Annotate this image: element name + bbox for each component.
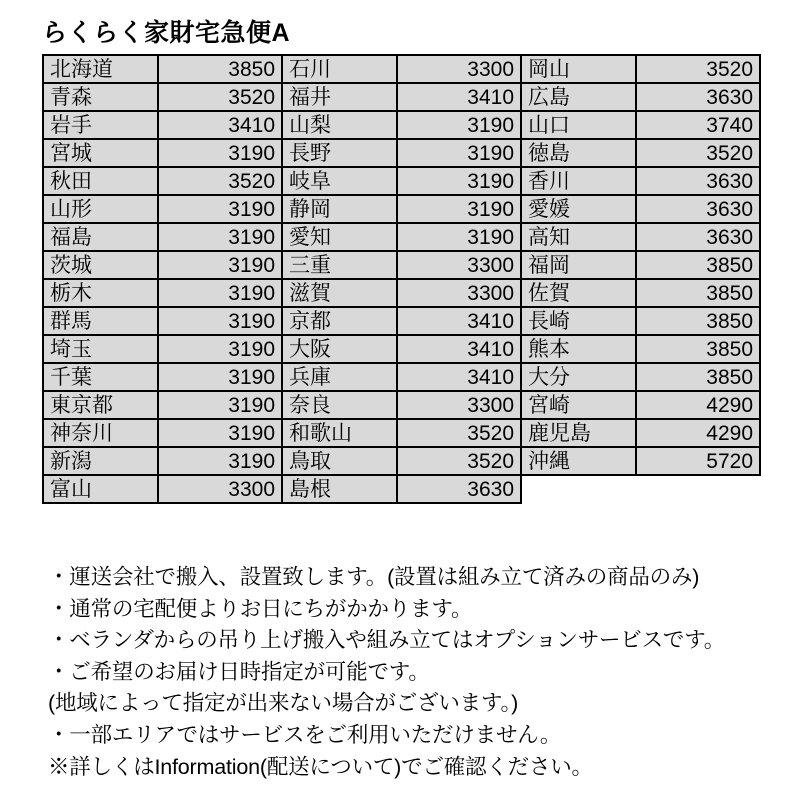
prefecture-cell: 神奈川: [43, 419, 158, 447]
prefecture-cell: 長野: [282, 139, 397, 167]
prefecture-cell: 大阪: [282, 335, 397, 363]
price-cell: 3630: [636, 223, 760, 251]
table-row: [43, 363, 760, 391]
price-cell: 3520: [158, 83, 282, 111]
prefecture-cell: 山口: [521, 111, 636, 139]
empty-cell: [521, 475, 636, 503]
prefecture-cell: 岐阜: [282, 167, 397, 195]
prefecture-cell: 新潟: [43, 447, 158, 475]
prefecture-cell: 福島: [43, 223, 158, 251]
price-cell: 3630: [636, 83, 760, 111]
price-cell: 3300: [397, 391, 521, 419]
price-cell: 3850: [636, 279, 760, 307]
price-cell: 3630: [636, 195, 760, 223]
prefecture-cell: 大分: [521, 363, 636, 391]
prefecture-cell: 奈良: [282, 391, 397, 419]
price-cell: 3300: [158, 475, 282, 503]
prefecture-cell: 岩手: [43, 111, 158, 139]
price-cell: 3410: [397, 307, 521, 335]
prefecture-cell: 兵庫: [282, 363, 397, 391]
prefecture-cell: 鹿児島: [521, 419, 636, 447]
price-cell: 3410: [158, 111, 282, 139]
prefecture-cell: 沖縄: [521, 447, 636, 475]
price-cell: 5720: [636, 447, 760, 475]
price-cell: 3190: [397, 223, 521, 251]
table-body: [43, 55, 760, 503]
prefecture-cell: 山形: [43, 195, 158, 223]
table-row: [43, 307, 760, 335]
price-cell: 3850: [636, 335, 760, 363]
table-row: [43, 223, 760, 251]
price-cell: 3190: [158, 419, 282, 447]
price-cell: 3410: [397, 335, 521, 363]
prefecture-cell: 青森: [43, 83, 158, 111]
price-cell: 3190: [158, 223, 282, 251]
price-cell: 3190: [397, 167, 521, 195]
prefecture-cell: 長崎: [521, 307, 636, 335]
note-item: ・一部エリアではサービスをご利用いただけません。: [48, 722, 562, 747]
price-cell: 3190: [158, 335, 282, 363]
note-item: ・運送会社で搬入、設置致します。(設置は組み立て済みの商品のみ): [48, 565, 700, 589]
prefecture-cell: 香川: [521, 167, 636, 195]
prefecture-cell: 茨城: [43, 251, 158, 279]
empty-cell: [636, 475, 760, 503]
prefecture-cell: 埼玉: [43, 335, 158, 363]
price-cell: 3190: [397, 111, 521, 139]
prefecture-cell: 愛知: [282, 223, 397, 251]
prefecture-cell: 富山: [43, 475, 158, 503]
price-cell: 3520: [636, 139, 760, 167]
note-item: ・ご希望のお届け日時指定が可能です。: [48, 659, 430, 684]
prefecture-cell: 島根: [282, 475, 397, 503]
table-row: [43, 447, 760, 475]
price-cell: 3190: [158, 307, 282, 335]
price-cell: 3740: [636, 111, 760, 139]
price-cell: 4290: [636, 419, 760, 447]
notes-list: [48, 562, 770, 783]
price-cell: 3190: [397, 195, 521, 223]
table-row: [43, 475, 760, 503]
prefecture-cell: 山梨: [282, 111, 397, 139]
prefecture-cell: 静岡: [282, 195, 397, 223]
table-row: [43, 55, 760, 83]
prefecture-cell: 広島: [521, 83, 636, 111]
price-cell: 3520: [158, 167, 282, 195]
table-row: [43, 195, 760, 223]
prefecture-cell: 秋田: [43, 167, 158, 195]
price-cell: 3190: [158, 447, 282, 475]
note-item: (地域によって指定が出来ない場合がございます。): [48, 691, 519, 716]
table-row: [43, 419, 760, 447]
prefecture-cell: 京都: [282, 307, 397, 335]
price-cell: 3520: [397, 419, 521, 447]
price-cell: 3190: [158, 391, 282, 419]
price-cell: 3850: [636, 363, 760, 391]
prefecture-cell: 徳島: [521, 139, 636, 167]
price-cell: 3190: [158, 279, 282, 307]
price-cell: 3850: [636, 251, 760, 279]
prefecture-cell: 福井: [282, 83, 397, 111]
price-cell: 3410: [397, 83, 521, 111]
table-row: [43, 83, 760, 111]
prefecture-cell: 熊本: [521, 335, 636, 363]
price-cell: 3190: [158, 139, 282, 167]
price-cell: 3630: [397, 475, 521, 503]
price-cell: 3300: [397, 55, 521, 83]
table-row: [43, 279, 760, 307]
prefecture-cell: 福岡: [521, 251, 636, 279]
prefecture-cell: 和歌山: [282, 419, 397, 447]
prefecture-cell: 鳥取: [282, 447, 397, 475]
table-row: [43, 335, 760, 363]
prefecture-cell: 北海道: [43, 55, 158, 83]
prefecture-cell: 栃木: [43, 279, 158, 307]
price-cell: 3190: [158, 251, 282, 279]
price-cell: 3190: [158, 195, 282, 223]
price-cell: 3410: [397, 363, 521, 391]
price-cell: 4290: [636, 391, 760, 419]
price-cell: 3520: [397, 447, 521, 475]
page-title: らくらく家財宅急便A: [42, 19, 291, 47]
prefecture-cell: 宮城: [43, 139, 158, 167]
table-row: [43, 251, 760, 279]
note-item: ・ベランダからの吊り上げ搬入や組み立てはオプションサービスです。: [48, 628, 726, 653]
table-row: [43, 139, 760, 167]
price-cell: 3300: [397, 279, 521, 307]
prefecture-cell: 岡山: [521, 55, 636, 83]
prefecture-cell: 宮崎: [521, 391, 636, 419]
prefecture-cell: 愛媛: [521, 195, 636, 223]
table-row: [43, 391, 760, 419]
prefecture-cell: 群馬: [43, 307, 158, 335]
price-cell: 3850: [158, 55, 282, 83]
prefecture-cell: 石川: [282, 55, 397, 83]
prefecture-cell: 東京都: [43, 391, 158, 419]
price-cell: 3300: [397, 251, 521, 279]
price-cell: 3850: [636, 307, 760, 335]
table-row: [43, 167, 760, 195]
shipping-rate-table: [42, 54, 761, 504]
table-row: [43, 111, 760, 139]
prefecture-cell: 千葉: [43, 363, 158, 391]
note-item: ※詳しくはInformation(配送について)でご確認ください。: [48, 754, 593, 779]
price-cell: 3520: [636, 55, 760, 83]
price-cell: 3190: [397, 139, 521, 167]
prefecture-cell: 三重: [282, 251, 397, 279]
prefecture-cell: 佐賀: [521, 279, 636, 307]
prefecture-cell: 高知: [521, 223, 636, 251]
prefecture-cell: 滋賀: [282, 279, 397, 307]
price-cell: 3630: [636, 167, 760, 195]
note-item: ・通常の宅配便よりお日にちがかかります。: [48, 596, 473, 621]
price-cell: 3190: [158, 363, 282, 391]
